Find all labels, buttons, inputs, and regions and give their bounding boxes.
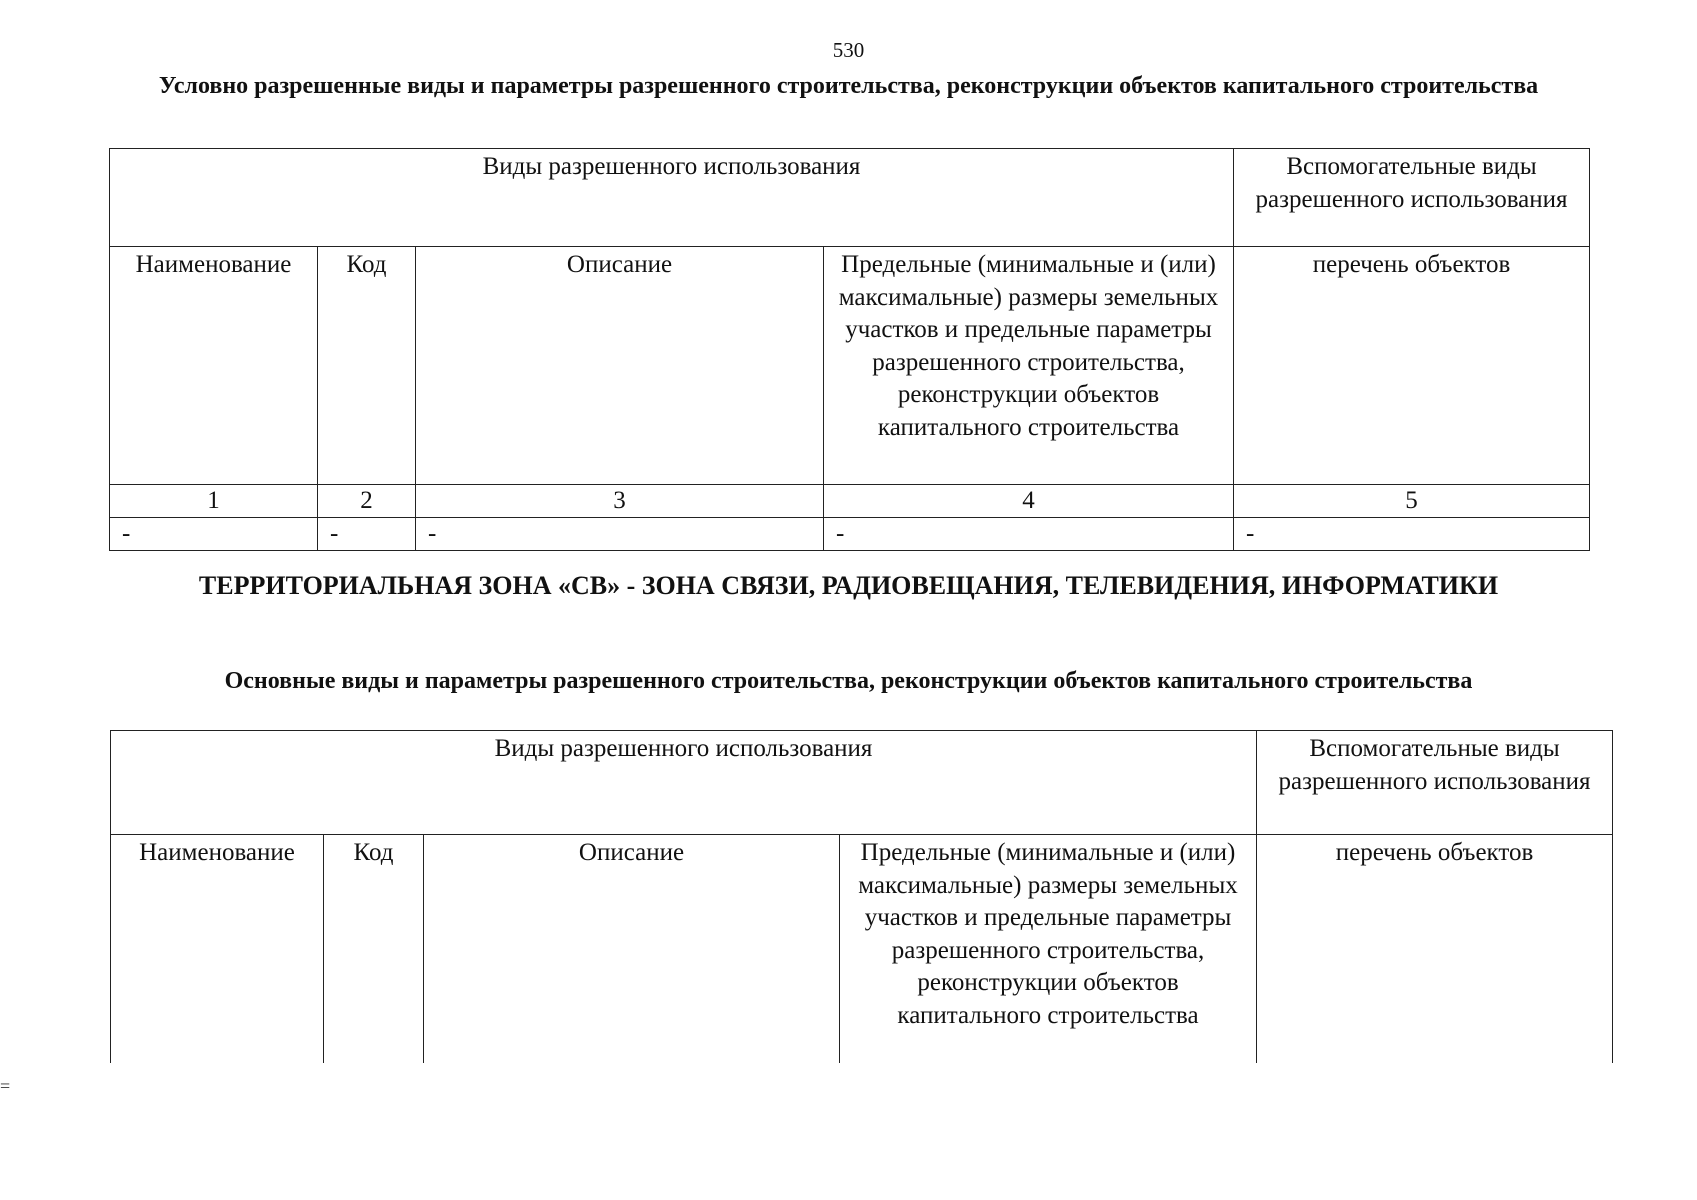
- table-cell: -: [1234, 518, 1590, 551]
- column-header-limits: Предельные (минимальные и (или) максимальные) размеры земельных участков и предельные параметры разрешенного строительства, реконструкции объектов капитального строительства: [840, 835, 1257, 1063]
- column-header-code: Код: [324, 835, 424, 1063]
- column-header-name: Наименование: [110, 247, 318, 485]
- column-header-object-list: перечень объектов: [1257, 835, 1613, 1063]
- table-header-row: [110, 149, 1590, 247]
- table-columns-row: [110, 247, 1590, 485]
- header-group-cell: Виды разрешенного использования: [111, 731, 1257, 835]
- header-aux-cell: Вспомогательные виды разрешенного использования: [1234, 149, 1590, 247]
- column-header-description: Описание: [424, 835, 840, 1063]
- table-number-row: [110, 485, 1590, 518]
- column-number: 4: [824, 485, 1234, 518]
- section-title-main: Основные виды и параметры разрешенного строительства, реконструкции объектов капитального строительства: [224, 668, 1473, 694]
- column-header-limits: Предельные (минимальные и (или) максимальные) размеры земельных участков и предельные параметры разрешенного строительства, реконструкции объектов капитального строительства: [824, 247, 1234, 485]
- section-title-conditional: Условно разрешенные виды и параметры разрешенного строительства, реконструкции объектов капитального строительства: [158, 73, 1539, 99]
- table-cell: -: [416, 518, 824, 551]
- column-header-description: Описание: [416, 247, 824, 485]
- column-number: 5: [1234, 485, 1590, 518]
- zone-title: ТЕРРИТОРИАЛЬНАЯ ЗОНА «СВ» - ЗОНА СВЯЗИ, РАДИОВЕЩАНИЯ, ТЕЛЕВИДЕНИЯ, ИНФОРМАТИКИ: [198, 571, 1499, 600]
- table-header-row: [111, 731, 1613, 835]
- table-cell: -: [824, 518, 1234, 551]
- table-cell: -: [318, 518, 416, 551]
- column-number: 2: [318, 485, 416, 518]
- column-header-object-list: перечень объектов: [1234, 247, 1590, 485]
- page-number: 530: [832, 38, 865, 62]
- table-cell: -: [110, 518, 318, 551]
- conditional-uses-table: [109, 148, 1590, 551]
- column-header-code: Код: [318, 247, 416, 485]
- header-aux-cell: Вспомогательные виды разрешенного использования: [1257, 731, 1613, 835]
- column-number: 1: [110, 485, 318, 518]
- column-header-name: Наименование: [111, 835, 324, 1063]
- edge-mark: =: [0, 1076, 11, 1096]
- main-uses-table: [110, 730, 1613, 1063]
- column-number: 3: [416, 485, 824, 518]
- table-row: [110, 518, 1590, 551]
- header-group-cell: Виды разрешенного использования: [110, 149, 1234, 247]
- table-columns-row: [111, 835, 1613, 1063]
